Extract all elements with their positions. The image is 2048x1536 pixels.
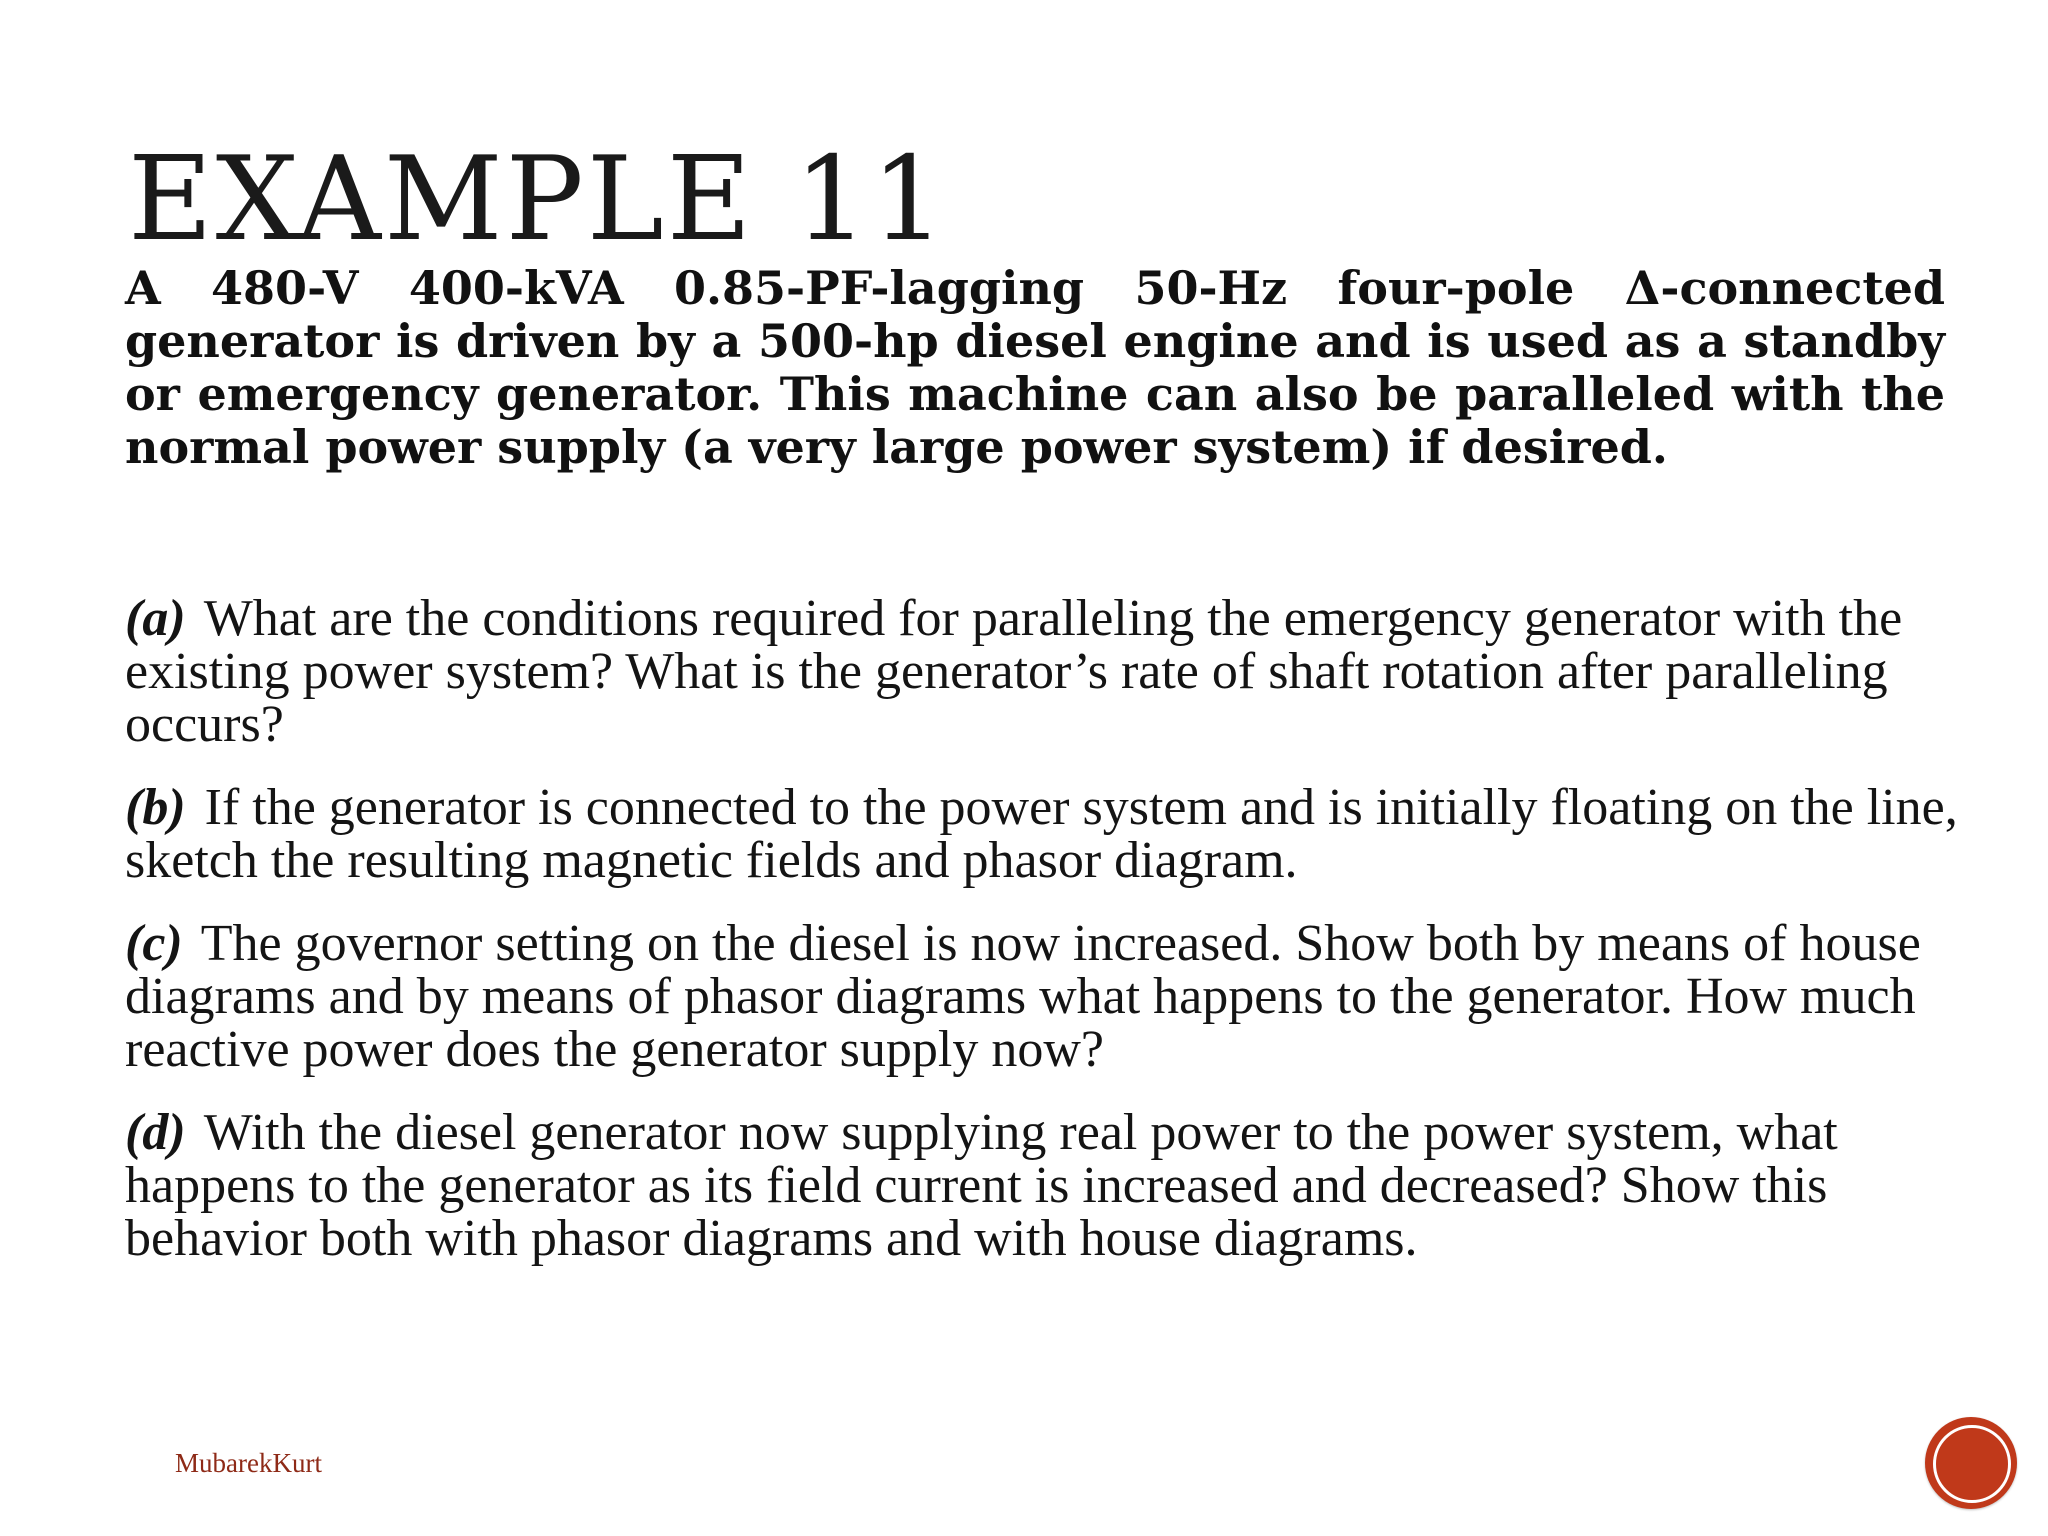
circle-nav-icon[interactable] [1925, 1417, 2017, 1509]
question-letter: (c) [125, 915, 183, 972]
question-text: The governor setting on the diesel is now increased. Show both by means of house diagrams and by means of phasor diagrams what happens to the generator. How much reactive power does the generator supply now? [125, 915, 1921, 1078]
question-b [125, 781, 1985, 887]
question-a [125, 592, 1985, 751]
question-letter: (d) [125, 1104, 186, 1161]
question-text: If the generator is connected to the power system and is initially floating on the line, sketch the resulting magnetic fields and phasor diagram. [125, 779, 1958, 889]
question-letter: (a) [125, 590, 186, 647]
slide-title: EXAMPLE 11 [128, 131, 948, 267]
question-list [125, 592, 1985, 1295]
author-credit: MubarekKurt [175, 1448, 322, 1478]
question-d [125, 1106, 1985, 1265]
question-letter: (b) [125, 779, 186, 836]
question-c [125, 917, 1985, 1076]
question-text: What are the conditions required for paralleling the emergency generator with the existing power system? What is the generator’s rate of shaft rotation after paralleling occurs? [125, 590, 1903, 753]
question-text: With the diesel generator now supplying real power to the power system, what happens to the generator as its field current is increased and decreased? Show this behavior both with phasor diagrams and with house diagrams. [125, 1104, 1838, 1267]
problem-statement: A 480-V 400-kVA 0.85-PF-lagging 50-Hz four-pole Δ-connected generator is driven by a 500-hp diesel engine and is used as a standby or emergency generator. This machine can also be paralleled with the normal power supply (a very large power system) if desired. [125, 261, 1945, 474]
